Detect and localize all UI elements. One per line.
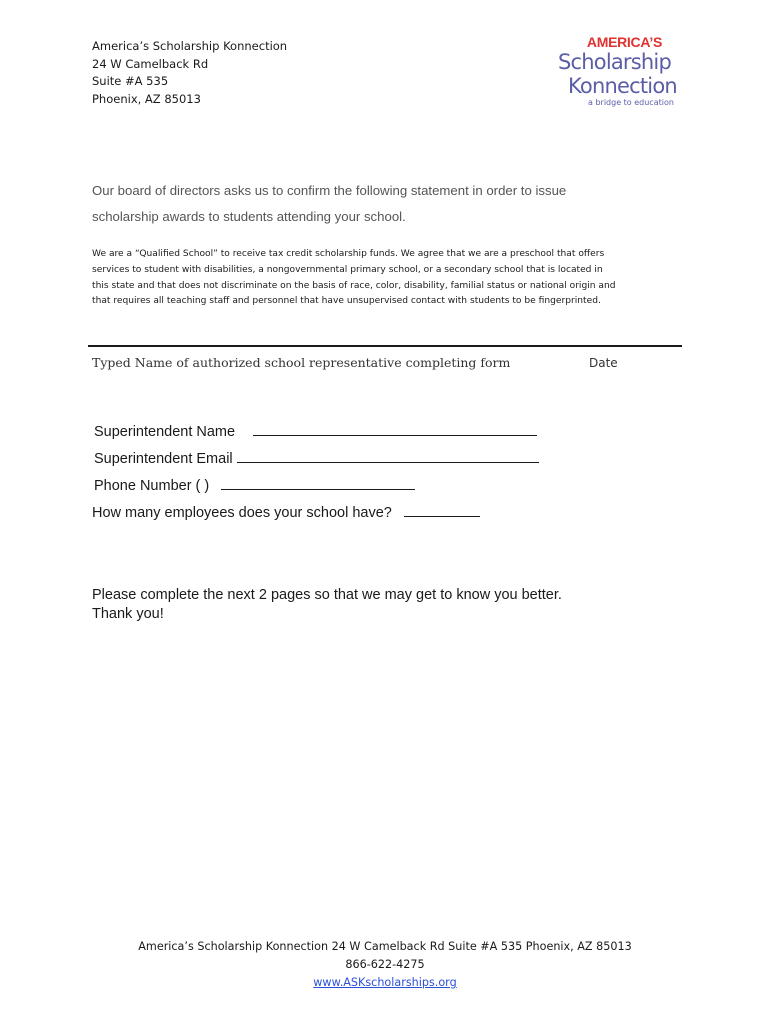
footer-phone: 866-622-4275 <box>345 958 425 971</box>
address-line-suite: Suite #A 535 <box>92 74 169 88</box>
statement-line-1: We are a “Qualified School” to receive tax credit scholarship funds. We agree that we are a preschool that offers <box>92 249 605 259</box>
footer-website-link[interactable]: www.ASKscholarships.org <box>313 976 457 989</box>
letterhead-address <box>92 38 287 108</box>
logo-konnection-text: Konnection <box>568 74 677 98</box>
superintendent-email-row <box>94 448 539 467</box>
superintendent-email-blank[interactable] <box>237 448 539 463</box>
superintendent-name-row <box>94 421 537 440</box>
footer-address: America’s Scholarship Konnection 24 W Camelback Rd Suite #A 535 Phoenix, AZ 85013 <box>138 940 632 953</box>
employees-row <box>92 502 480 521</box>
page-footer <box>0 938 770 992</box>
address-line-city: Phoenix, AZ 85013 <box>92 91 201 106</box>
employees-count-blank[interactable] <box>404 502 480 517</box>
superintendent-email-label: Superintendent Email <box>94 451 233 467</box>
employees-question-label: How many employees does your school have? <box>92 505 392 521</box>
phone-number-blank[interactable] <box>221 475 415 490</box>
signature-line[interactable] <box>88 345 682 347</box>
superintendent-name-label: Superintendent Name <box>94 424 236 440</box>
logo-scholarship-text: Scholarship <box>558 50 671 74</box>
qualified-school-statement <box>92 247 682 310</box>
intro-line-2: scholarship awards to students attending your school. <box>92 209 406 224</box>
superintendent-name-blank[interactable] <box>253 421 537 436</box>
americas-scholarship-konnection-logo <box>556 34 676 114</box>
statement-line-3: this state and that does not discriminate on the basis of race, color, disability, familial status or national origin and <box>92 280 616 291</box>
closing-note <box>92 586 562 624</box>
intro-line-1: Our board of directors asks us to confirm the following statement in order to issue <box>92 183 567 198</box>
address-line-street: 24 W Camelback Rd <box>92 56 209 71</box>
closing-line-2: Thank you! <box>92 606 164 622</box>
signature-label: Typed Name of authorized school representative completing form <box>92 355 511 370</box>
logo-top-text: AMERICA’S <box>586 34 662 50</box>
statement-line-4: that requires all teaching staff and personnel that have unsupervised contact with students to be fingerprinted. <box>92 296 601 307</box>
address-line-org: America’s Scholarship Konnection <box>92 39 288 53</box>
closing-line-1: Please complete the next 2 pages so that we may get to know you better. <box>92 587 562 603</box>
phone-number-label: Phone Number ( ) <box>94 478 210 494</box>
phone-number-row <box>94 475 415 494</box>
logo-tagline: a bridge to education <box>588 98 674 107</box>
date-label: Date <box>589 356 618 370</box>
intro-paragraph <box>92 178 566 230</box>
statement-line-2: services to student with disabilities, a nongovernmental primary school, or a secondary school that is located in <box>92 264 603 275</box>
